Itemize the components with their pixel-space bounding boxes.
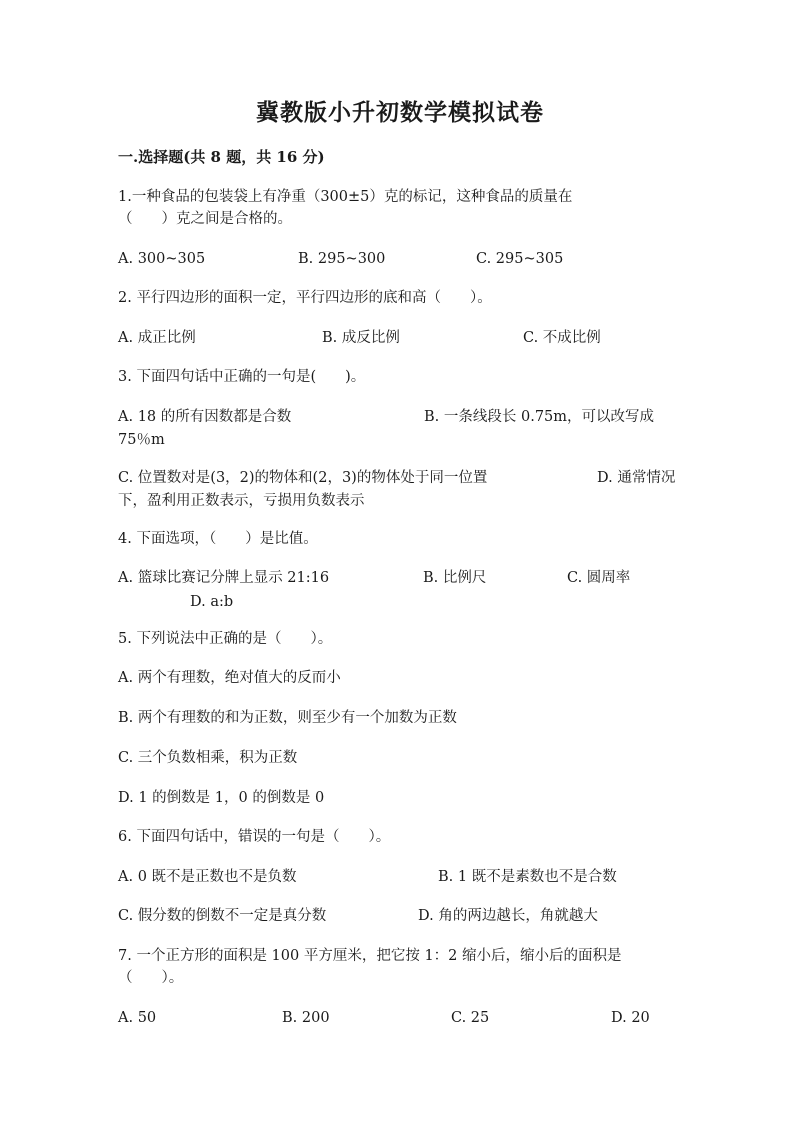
question-2-option-a: A. 成正比例 bbox=[118, 330, 196, 346]
question-4-option-b: B. 比例尺 bbox=[423, 570, 487, 586]
question-6-option-a: A. 0 既不是正数也不是负数 bbox=[118, 869, 297, 885]
question-7-option-c: C. 25 bbox=[451, 1010, 490, 1026]
question-6-text: 6. 下面四句话中，错误的一句是（ ）。 bbox=[118, 829, 391, 845]
question-1-option-b: B. 295~300 bbox=[298, 251, 386, 267]
question-3-option-a: A. 18 的所有因数都是合数 bbox=[118, 409, 292, 425]
question-3-option-d-line2: 下，盈利用正数表示，亏损用负数表示 bbox=[118, 493, 365, 509]
section-heading: 一.选择题(共 8 题，共 16 分) bbox=[118, 148, 325, 166]
question-1-option-a: A. 300~305 bbox=[118, 251, 206, 267]
question-7-option-b: B. 200 bbox=[282, 1010, 330, 1026]
question-5-text: 5. 下列说法中正确的是（ ）。 bbox=[118, 631, 333, 647]
question-3-option-d-line1: D. 通常情况 bbox=[597, 470, 676, 486]
exam-title: 冀教版小升初数学模拟试卷 bbox=[256, 99, 544, 126]
question-7-text-line1: 7. 一个正方形的面积是 100 平方厘米，把它按 1：2 缩小后，缩小后的面积是 bbox=[118, 948, 622, 964]
question-3-text: 3. 下面四句话中正确的一句是( )。 bbox=[118, 369, 366, 385]
question-2-option-c: C. 不成比例 bbox=[523, 330, 601, 346]
question-5-option-c: C. 三个负数相乘，积为正数 bbox=[118, 750, 298, 766]
question-5-option-d: D. 1 的倒数是 1，0 的倒数是 0 bbox=[118, 790, 325, 806]
question-3-option-b-line2: 75％m bbox=[118, 432, 165, 448]
question-4-option-d: D. a:b bbox=[190, 594, 234, 610]
question-1-text-line2: （ ）克之间是合格的。 bbox=[118, 211, 292, 227]
question-7-text-line2: （ ）。 bbox=[118, 970, 184, 986]
question-3-option-b-line1: B. 一条线段长 0.75m，可以改写成 bbox=[424, 409, 655, 425]
question-4-text: 4. 下面选项，（ ）是比值。 bbox=[118, 531, 318, 547]
question-6-option-d: D. 角的两边越长，角就越大 bbox=[418, 908, 598, 924]
question-6-option-c: C. 假分数的倒数不一定是真分数 bbox=[118, 908, 327, 924]
question-5-option-a: A. 两个有理数，绝对值大的反而小 bbox=[118, 670, 341, 686]
question-2-text: 2. 平行四边形的面积一定，平行四边形的底和高（ ）。 bbox=[118, 290, 492, 306]
question-6-option-b: B. 1 既不是素数也不是合数 bbox=[438, 869, 617, 885]
question-4-option-a: A. 篮球比赛记分牌上显示 21:16 bbox=[118, 570, 330, 586]
question-5-option-b: B. 两个有理数的和为正数，则至少有一个加数为正数 bbox=[118, 710, 457, 726]
question-3-option-c: C. 位置数对是(3，2)的物体和(2，3)的物体处于同一位置 bbox=[118, 470, 488, 486]
question-7-option-d: D. 20 bbox=[611, 1010, 650, 1026]
question-1-option-c: C. 295~305 bbox=[476, 251, 564, 267]
question-2-option-b: B. 成反比例 bbox=[322, 330, 400, 346]
question-4-option-c: C. 圆周率 bbox=[567, 570, 631, 586]
question-1-text-line1: 1.一种食品的包装袋上有净重（300±5）克的标记，这种食品的质量在 bbox=[118, 189, 573, 205]
question-7-option-a: A. 50 bbox=[118, 1010, 157, 1026]
